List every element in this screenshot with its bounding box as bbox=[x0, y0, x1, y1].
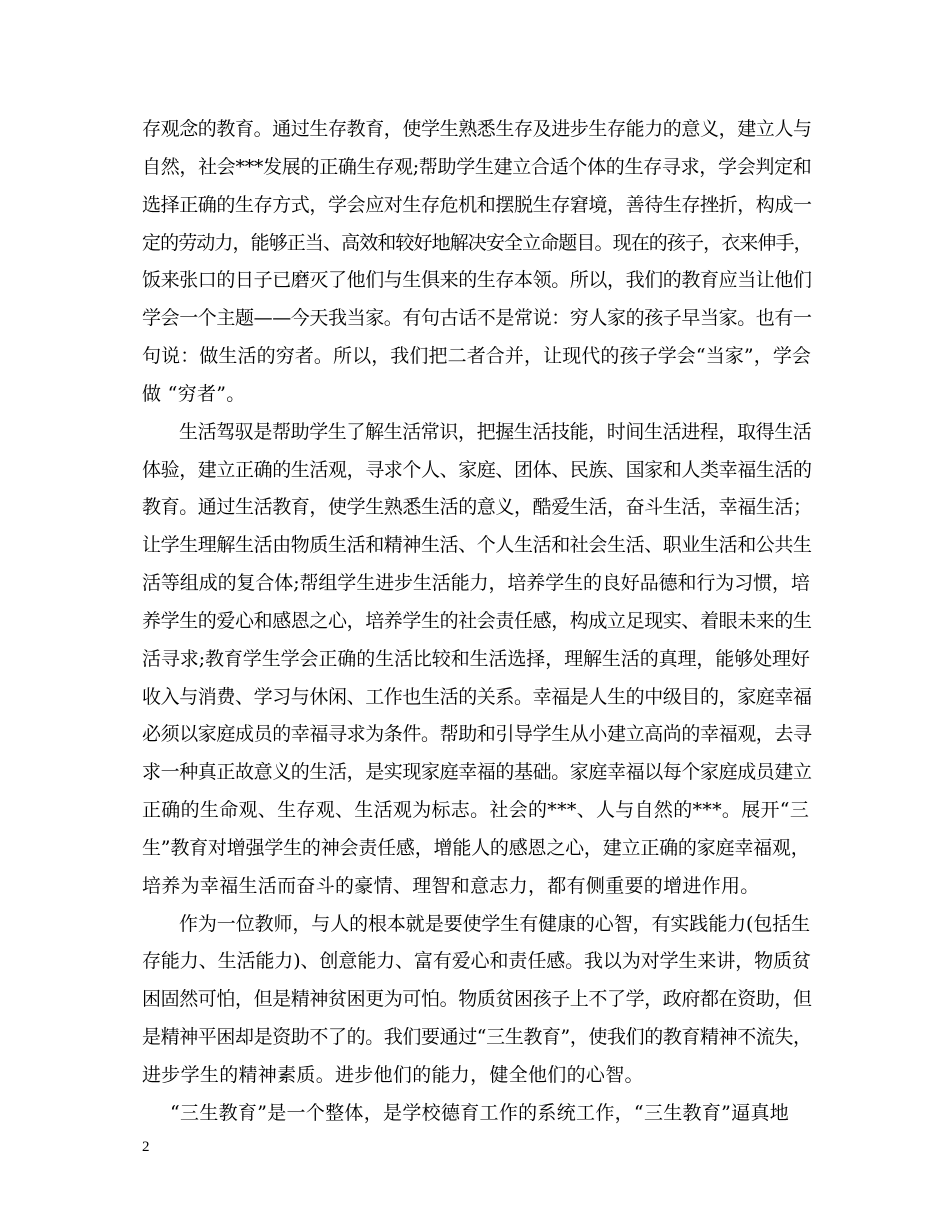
text-line: 活寻求;教育学生学会正确的生活比较和生活选择，理解生活的真理，能够处理好 bbox=[142, 648, 810, 670]
text-line: 体验，建立正确的生活观，寻求个人、家庭、团体、民族、国家和人类幸福生活的 bbox=[142, 459, 812, 481]
text-line: 让学生理解生活由物质生活和精神生活、个人生活和社会生活、职业生活和公共生 bbox=[142, 534, 812, 556]
text-line: 教育。通过生活教育，使学生熟悉生活的意义，酷爱生活，奋斗生活，幸福生活； bbox=[142, 496, 812, 518]
text-line: 是精神平困却是资助不了的。我们要通过“三生教育”，使我们的教育精神不流失， bbox=[142, 1026, 812, 1048]
paragraph-first-line: 生活驾驭是帮助学生了解生活常识，把握生活技能，时间生活进程，取得生活 bbox=[179, 421, 812, 443]
text-line: 求一种真正故意义的生活，是实现家庭幸福的基础。家庭幸福以每个家庭成员建立 bbox=[142, 761, 812, 783]
text-line: 正确的生命观、生存观、生活观为标志。社会的***、人与自然的***。展开“三 bbox=[142, 799, 810, 821]
text-line: 自然，社会***发展的正确生存观;帮助学生建立合适个体的生存寻求，学会判定和 bbox=[142, 156, 812, 178]
text-line: 选择正确的生存方式，学会应对生存危机和摆脱生存窘境，善待生存挫折，构成一 bbox=[142, 194, 812, 216]
text-line: 生”教育对增强学生的神会责任感，增能人的感恩之心，建立正确的家庭幸福观， bbox=[142, 837, 810, 859]
text-line: 饭来张口的日子已磨灭了他们与生俱来的生存本领。所以，我们的教育应当让他们 bbox=[142, 269, 812, 291]
text-line: 培养为幸福生活而奋斗的豪情、理智和意志力，都有侧重要的增进作用。 bbox=[142, 875, 760, 897]
page-number: 2 bbox=[142, 1139, 150, 1155]
text-line: 做 “穷者”。 bbox=[142, 383, 246, 405]
paragraph-first-line: 作为一位教师，与人的根本就是要使学生有健康的心智，有实践能力(包括生 bbox=[179, 913, 811, 935]
text-line: 存观念的教育。通过生存教育，使学生熟悉生存及进步生存能力的意义，建立人与 bbox=[142, 118, 812, 140]
text-line: 学会一个主题——今天我当家。有句古话不是常说：穷人家的孩子早当家。也有一 bbox=[142, 307, 812, 329]
text-line: 进步学生的精神素质。进步他们的能力，健全他们的心智。 bbox=[142, 1064, 644, 1086]
text-line: 必须以家庭成员的幸福寻求为条件。帮助和引导学生从小建立高尚的幸福观，去寻 bbox=[142, 723, 812, 745]
text-line: 存能力、生活能力)、创意能力、富有爱心和责任感。我以为对学生来讲，物质贫 bbox=[142, 950, 811, 972]
text-line: 句说：做生活的穷者。所以，我们把二者合并，让现代的孩子学会“当家”，学会 bbox=[142, 345, 812, 367]
text-line: 定的劳动力，能够正当、高效和较好地解决安全立命题目。现在的孩子，衣来伸手， bbox=[142, 232, 812, 254]
paragraph-first-line: “三生教育”是一个整体，是学校德育工作的系统工作，“三生教育”逼真地 bbox=[170, 1102, 790, 1124]
text-line: 困固然可怕，但是精神贫困更为可怕。物质贫困孩子上不了学，政府都在资助，但 bbox=[142, 988, 812, 1010]
text-line: 养学生的爱心和感恩之心，培养学生的社会责任感，构成立足现实、着眼未来的生 bbox=[142, 610, 812, 632]
text-line: 活等组成的复合体;帮组学生进步生活能力，培养学生的良好品德和行为习惯，培 bbox=[142, 572, 810, 594]
text-line: 收入与消费、学习与休闲、工作也生活的关系。幸福是人生的中级目的，家庭幸福 bbox=[142, 686, 812, 708]
